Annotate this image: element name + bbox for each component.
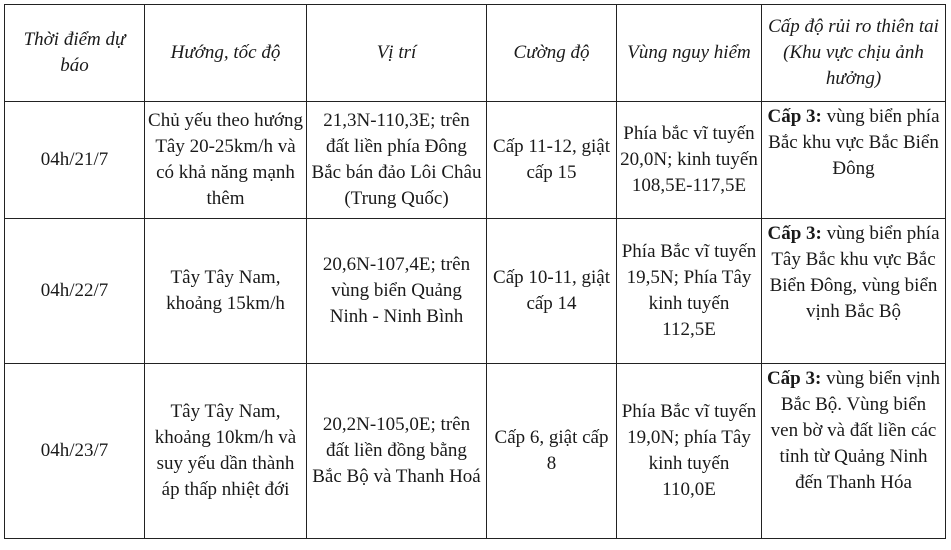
- cell-time: 04h/21/7: [5, 102, 145, 219]
- cell-risk: [762, 219, 946, 364]
- cell-intensity: Cấp 6, giật cấp 8: [487, 364, 617, 539]
- cell-intensity: Cấp 11-12, giật cấp 15: [487, 102, 617, 219]
- header-risk-level: Cấp độ rủi ro thiên tai (Khu vực chịu ảnh hưởng): [762, 5, 946, 102]
- cell-position: 20,2N-105,0E; trên đất liền đồng bằng Bắc Bộ và Thanh Hoá: [307, 364, 487, 539]
- cell-direction: Tây Tây Nam, khoảng 15km/h: [145, 219, 307, 364]
- header-direction-speed: Hướng, tốc độ: [145, 5, 307, 102]
- risk-level-label: Cấp 3:: [767, 223, 822, 244]
- cell-intensity: Cấp 10-11, giật cấp 14: [487, 219, 617, 364]
- cell-position: 21,3N-110,3E; trên đất liền phía Đông Bắc bán đảo Lôi Châu (Trung Quốc): [307, 102, 487, 219]
- cell-danger-zone: Phía Bắc vĩ tuyến 19,0N; phía Tây kinh tuyến 110,0E: [617, 364, 762, 539]
- cell-position: 20,6N-107,4E; trên vùng biển Quảng Ninh - Ninh Bình: [307, 219, 487, 364]
- cell-time: 04h/22/7: [5, 219, 145, 364]
- cell-risk: [762, 102, 946, 219]
- cell-direction: Tây Tây Nam, khoảng 10km/h và suy yếu dần thành áp thấp nhiệt đới: [145, 364, 307, 539]
- cell-danger-zone: Phía bắc vĩ tuyến 20,0N; kinh tuyến 108,5E-117,5E: [617, 102, 762, 219]
- risk-area-text: vùng biển phía Bắc khu vực Bắc Biển Đông: [768, 106, 940, 179]
- table-row: [5, 219, 946, 364]
- cell-direction: Chủ yếu theo hướng Tây 20-25km/h và có khả năng mạnh thêm: [145, 102, 307, 219]
- risk-area-text: vùng biển vịnh Bắc Bộ. Vùng biển ven bờ và đất liền các tỉnh từ Quảng Ninh đến Thanh Hóa: [770, 368, 941, 493]
- header-forecast-time: Thời điểm dự báo: [5, 5, 145, 102]
- cell-time: 04h/23/7: [5, 364, 145, 539]
- header-intensity: Cường độ: [487, 5, 617, 102]
- risk-level-label: Cấp 3:: [766, 368, 822, 389]
- risk-level-label: Cấp 3:: [767, 106, 822, 127]
- risk-area-text: vùng biển phía Tây Bắc khu vực Bắc Biển Đông, vùng biển vịnh Bắc Bộ: [769, 223, 940, 322]
- table-row: [5, 102, 946, 219]
- cell-danger-zone: Phía Bắc vĩ tuyến 19,5N; Phía Tây kinh tuyến 112,5E: [617, 219, 762, 364]
- header-danger-zone: Vùng nguy hiểm: [617, 5, 762, 102]
- cell-risk: [762, 364, 946, 539]
- storm-forecast-table: [4, 4, 946, 539]
- table-row: [5, 364, 946, 539]
- table-header-row: [5, 5, 946, 102]
- header-position: Vị trí: [307, 5, 487, 102]
